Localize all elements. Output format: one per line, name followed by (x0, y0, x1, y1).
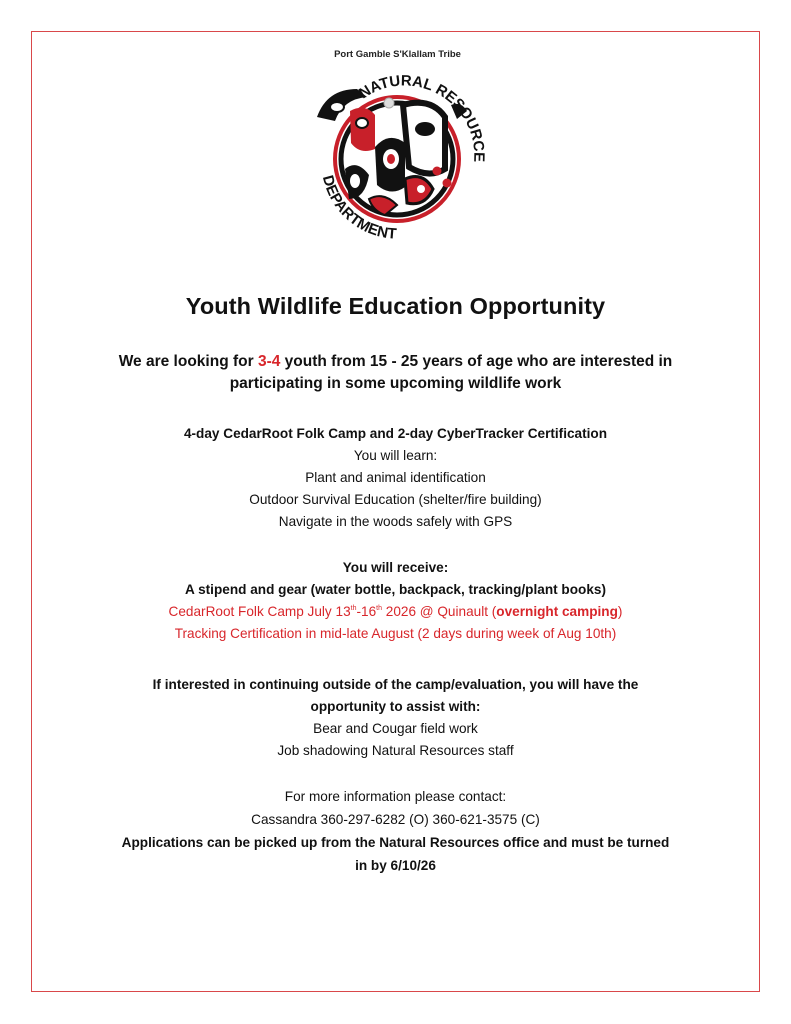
intro-line-1 (31, 353, 760, 371)
logo-arc-bottom-text: DEPARTMENT (318, 173, 398, 243)
continuing-line-1: If interested in continuing outside of the camp/evaluation, you will have the (152, 677, 639, 692)
learn-item: Plant and animal identification (305, 470, 486, 485)
camp-text: CedarRoot Folk Camp July 13 (168, 604, 351, 619)
learn-item: Navigate in the woods safely with GPS (278, 514, 513, 529)
contact-details: Cassandra 360-297-6282 (O) 360-621-3575 (C) (251, 812, 540, 827)
camp-text: 2026 @ Quinault ( (381, 604, 497, 619)
youth-count-highlight: 3-4 (257, 353, 281, 370)
continuing-line-2: opportunity to assist with: (310, 699, 481, 714)
logo-emblem (305, 59, 490, 249)
camp-text: ) (617, 604, 623, 619)
stipend-line: A stipend and gear (water bottle, backpack, tracking/plant books) (185, 582, 606, 597)
intro-text-after: youth from 15 - 25 years of age who are interested in (280, 353, 673, 370)
ordinal-suffix: th (350, 605, 357, 612)
logo-tribe-name: Port Gamble S'Klallam Tribe (334, 49, 461, 60)
logo-arc-top-text: NATURAL RESOURCE (356, 72, 488, 163)
intro-text: We are looking for (118, 353, 258, 370)
continuing-item: Job shadowing Natural Resources staff (277, 743, 514, 758)
program-heading: 4-day CedarRoot Folk Camp and 2-day CyberTracker Certification (183, 426, 608, 441)
department-logo (305, 45, 490, 245)
camp-dates-line (31, 604, 760, 619)
tracking-certification-line: Tracking Certification in mid-late August (2 days during week of Aug 10th) (174, 626, 617, 641)
continuing-item: Bear and Cougar field work (313, 721, 478, 736)
page-title: Youth Wildlife Education Opportunity (185, 293, 606, 319)
receive-heading: You will receive: (342, 560, 449, 575)
contact-label: For more information please contact: (284, 789, 507, 804)
intro-line-2: participating in some upcoming wildlife work (229, 375, 562, 392)
applications-line-1: Applications can be picked up from the Natural Resources office and must be turned (121, 835, 670, 850)
ordinal-suffix: th (376, 605, 382, 612)
camp-text: -16 (356, 604, 377, 619)
applications-deadline: in by 6/10/26 (355, 858, 436, 873)
overnight-camping-emphasis: overnight camping (496, 604, 618, 619)
learn-label: You will learn: (353, 448, 438, 463)
learn-item: Outdoor Survival Education (shelter/fire building) (249, 492, 542, 507)
